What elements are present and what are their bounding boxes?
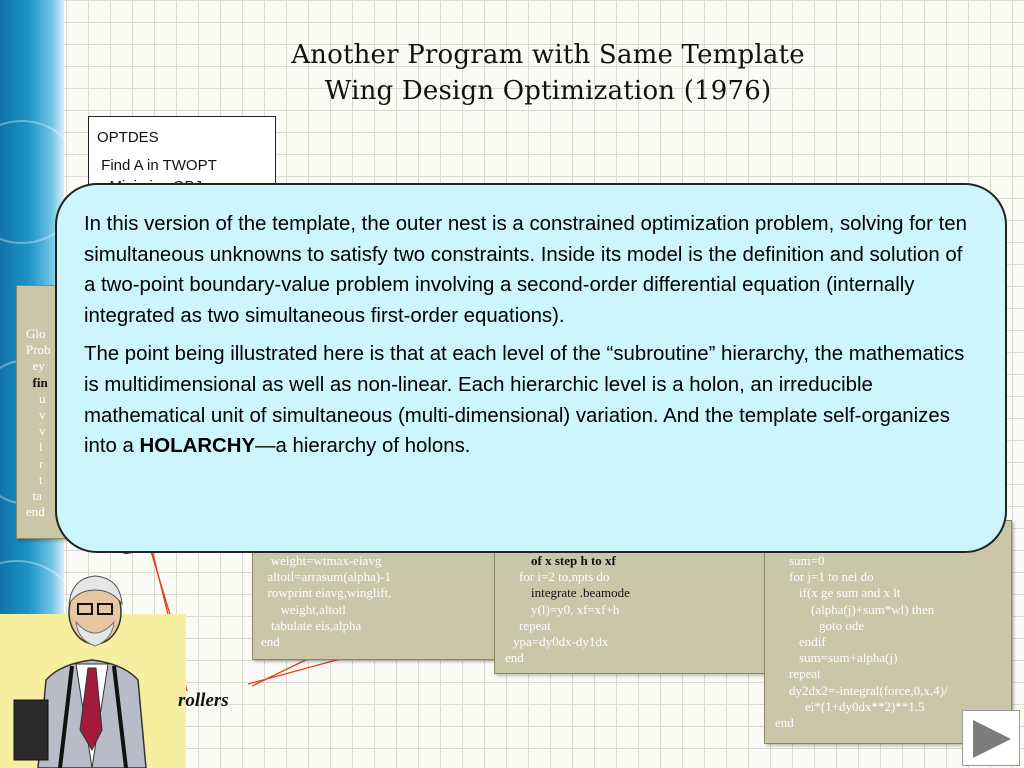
callout-paragraph-2 [84,339,971,461]
code-line: ta [26,488,42,504]
callout-paragraph-2-text: The point being illustrated here is that at each level of the “subroutine” hierarchy, the mathematics is multidimensional as well as non-linear. Each hierarchic level is a holon, an irreducible mathematical unit of simultaneous (multi-dimensional) variation. And the template self-organizes into a [84,343,965,458]
code-line: of x step h to xf [531,553,616,568]
code-line: altotl=arrasum(alpha)-1 [261,569,392,585]
code-line: ei*(1+dy0dx**2)**1.5 [805,698,925,714]
code-line: dy2dx2=-integral(force,0,x,4)/ [789,682,948,698]
callout-paragraph-1: In this version of the template, the outer nest is a constrained optimization problem, solving for ten simultaneous unknowns to satisfy two constraints. Inside its model is the definition and solution of a two-point boundary-value problem involving a second-order differential equation (internally integrated as two simultaneous first-order equations). [84,213,967,327]
callout-paragraph-2-tail: —a hierarchy of holons. [255,435,471,458]
code-line: Prob [26,342,51,358]
code-line: ypa=dy0dx-dy1dx [513,634,609,650]
code-line: integrate .beamode [531,585,630,601]
code-line: end [505,650,524,666]
code-line: if(x ge sum and x lt [799,585,901,601]
code-line: t [26,471,43,487]
holarchy-term: HOLARCHY [139,435,256,458]
code-line: end [775,715,794,731]
code-line: tabulate eis,alpha [271,617,362,633]
code-line: endif [799,634,826,650]
code-line: (alpha(j)+sum*wl) then [811,601,935,617]
next-slide-button[interactable] [962,710,1020,766]
slide-title-line2: Wing Design Optimization (1976) [324,76,772,106]
code-line: for j=1 to nei do [789,569,874,585]
code-line: v [26,407,46,423]
code-line: end [261,634,280,650]
code-line: goto ode [819,617,865,633]
code-line: for i=2 to,npts do [519,569,610,585]
code-line: u [26,390,46,406]
code-line: weight=wtmax-eiavg [261,553,382,568]
code-line: repeat [519,617,551,633]
code-line: l [26,439,43,455]
code-line: repeat [789,666,821,682]
code-line: r [26,455,44,471]
code-line: ey [26,358,45,374]
code-line: rowprint eiavg,winglift, [261,585,392,601]
code-line: end [26,504,45,520]
code-line: fin [26,374,48,390]
optdes-line: OPTDES [97,129,159,146]
code-line: sum=0 [789,553,825,568]
explanation-callout [55,183,1007,553]
code-line: y(l)=y0, xf=xf+h [531,601,620,617]
controllers-label: rollers [178,690,229,711]
code-line: weight,altotl [261,601,346,617]
code-line: Glo [26,326,46,341]
code-line: sum=sum+alpha(j) [799,650,898,666]
play-triangle-icon [963,711,1021,767]
code-line: v [26,423,46,439]
slide-title-line1: Another Program with Same Template [291,40,805,70]
optdes-line: Find A in TWOPT [97,157,217,174]
